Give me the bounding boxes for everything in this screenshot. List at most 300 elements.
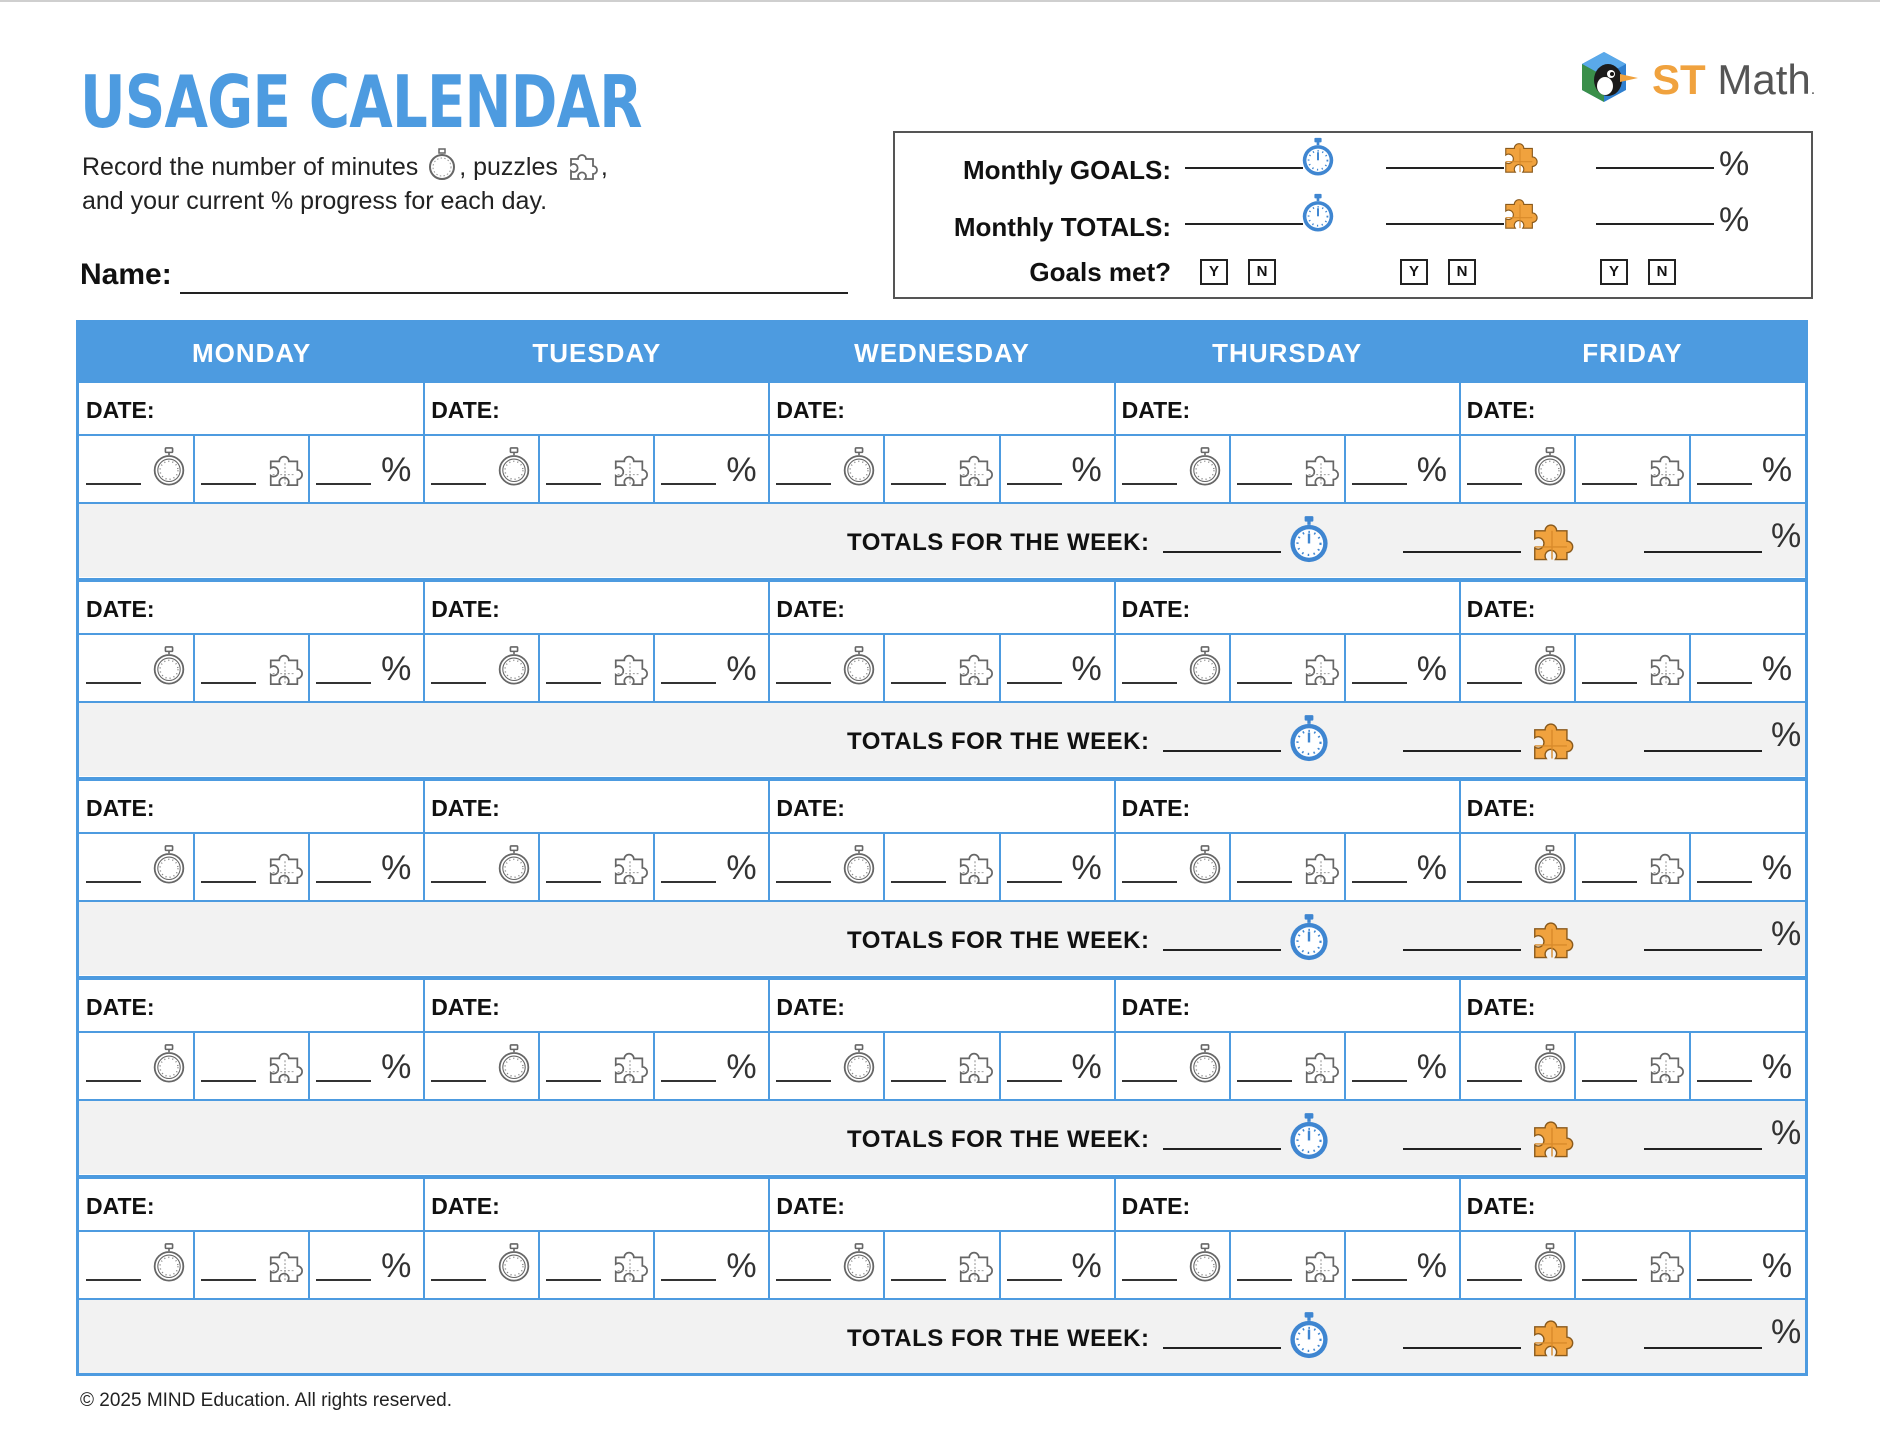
date-label: DATE: [86,994,155,1020]
puzzles-field[interactable] [201,1080,256,1082]
percent-sign: % [726,650,757,688]
percent-field[interactable] [1007,881,1062,883]
monthly-goals-percent-sign: % [1719,145,1750,183]
date-label: DATE: [86,397,155,423]
puzzle-piece-icon [266,848,304,886]
minutes-field[interactable] [776,881,831,883]
week-separator [79,976,1805,980]
sub-cell-divider [653,634,655,702]
week-separator [79,777,1805,781]
weekly-percent-sign: % [1771,1313,1802,1351]
minutes-field[interactable] [86,682,141,684]
date-label: DATE: [1121,994,1191,1020]
stopwatch-icon [496,845,532,885]
date-row-divider [79,633,1805,635]
puzzles-field[interactable] [1237,1279,1292,1281]
sub-cell-divider [1229,1032,1231,1100]
day-column-divider [1114,1179,1116,1299]
copyright: © 2025 MIND Education. All rights reserved. [80,1390,453,1411]
minutes-field[interactable] [1467,1080,1522,1082]
percent-sign: % [1071,1048,1102,1086]
day-column-divider [768,323,770,503]
puzzles-field[interactable] [1582,682,1637,684]
stopwatch-icon [841,845,877,885]
monthly-goals-box [893,131,1813,299]
puzzle-piece-icon [266,1246,304,1284]
week-separator [79,1175,1805,1179]
percent-sign: % [1761,1048,1793,1086]
puzzle-piece-icon [611,848,649,886]
percent-field[interactable] [316,881,371,883]
sub-cell-divider [308,634,310,702]
stopwatch-icon [496,1243,532,1283]
minutes-field[interactable] [1467,1279,1522,1281]
sub-cell-divider [999,1231,1001,1299]
monthly-totals-label: Monthly TOTALS: [953,212,1171,242]
date-label: DATE: [431,994,500,1020]
minutes-field[interactable] [431,682,486,684]
stopwatch-icon [151,1044,187,1084]
weekly-puzzles-field[interactable] [1403,551,1521,553]
sub-cell-divider [193,833,195,901]
sub-cell-divider [308,833,310,901]
goals-met-no-box[interactable]: N [1448,259,1476,285]
weekly-percent-sign: % [1771,517,1802,555]
puzzles-field[interactable] [201,1279,256,1281]
weekly-puzzles-field[interactable] [1403,949,1521,951]
percent-sign: % [1416,1048,1447,1086]
monthly-goals-field[interactable] [1386,167,1504,169]
puzzle-piece-icon [1529,1313,1575,1359]
minutes-field[interactable] [1122,1279,1177,1281]
puzzle-piece-icon [956,848,994,886]
puzzle-piece-icon [1647,450,1685,488]
minutes-field[interactable] [86,881,141,883]
instructions-text-b: , puzzles [459,153,558,181]
percent-field[interactable] [1697,682,1752,684]
weekly-totals-label: TOTALS FOR THE WEEK: [847,1325,1150,1352]
percent-field[interactable] [1697,1279,1752,1281]
stopwatch-icon [1532,646,1568,686]
brand-wordmark [1652,56,1815,104]
page-title: USAGE CALENDAR [80,60,642,144]
weekly-percent-sign: % [1771,716,1802,754]
day-column-divider [768,1179,770,1299]
minutes-field[interactable] [1467,483,1522,485]
day-header-wednesday: WEDNESDAY [769,323,1114,383]
brand-wordmark-dot: . [1810,81,1816,98]
puzzles-field[interactable] [201,682,256,684]
percent-field[interactable] [661,881,716,883]
stopwatch-icon [1287,1112,1331,1161]
puzzles-field[interactable] [891,1279,946,1281]
percent-field[interactable] [316,1080,371,1082]
sub-cell-divider [193,1231,195,1299]
sub-cell-divider [653,833,655,901]
puzzles-field[interactable] [1582,881,1637,883]
name-field[interactable] [180,292,848,294]
weekly-totals-label: TOTALS FOR THE WEEK: [847,927,1150,954]
stopwatch-icon [1287,913,1331,962]
day-column-divider [768,980,770,1100]
sub-cell-divider [538,435,540,503]
minutes-field[interactable] [776,682,831,684]
sub-cell-divider [883,1231,885,1299]
day-column-divider [423,323,425,503]
sub-cell-divider [1229,833,1231,901]
day-column-divider [1114,323,1116,503]
minutes-field[interactable] [431,483,486,485]
stopwatch-icon [1187,646,1223,686]
puzzle-piece-icon [266,450,304,488]
puzzle-piece-icon [1302,848,1340,886]
puzzle-piece-icon [956,1246,994,1284]
weekly-percent-field[interactable] [1644,1148,1762,1150]
percent-field[interactable] [1007,483,1062,485]
percent-sign: % [1416,650,1447,688]
puzzle-piece-icon [956,450,994,488]
percent-field[interactable] [1007,1080,1062,1082]
stopwatch-icon [1287,515,1331,564]
percent-sign: % [1761,451,1793,489]
sub-cell-divider [1689,833,1691,901]
puzzles-field[interactable] [1237,682,1292,684]
sub-cell-divider [538,833,540,901]
puzzles-field[interactable] [546,483,601,485]
percent-sign: % [381,1247,412,1285]
percent-sign: % [1416,1247,1447,1285]
sub-cell-divider [1574,1231,1576,1299]
puzzles-field[interactable] [546,881,601,883]
stopwatch-icon [1532,1044,1568,1084]
percent-field[interactable] [316,1279,371,1281]
date-label: DATE: [431,397,500,423]
puzzles-field[interactable] [1237,881,1292,883]
date-label: DATE: [776,596,845,622]
percent-field[interactable] [1697,1080,1752,1082]
puzzle-piece-icon [1647,1246,1685,1284]
puzzles-field[interactable] [1237,1080,1292,1082]
percent-field[interactable] [1352,682,1407,684]
stopwatch-icon [1300,137,1336,177]
date-label: DATE: [86,795,155,821]
goals-met-no-box[interactable]: N [1248,259,1276,285]
puzzle-piece-icon [611,450,649,488]
goals-met-no-box[interactable]: N [1648,259,1676,285]
percent-field[interactable] [661,1080,716,1082]
minutes-field[interactable] [86,1279,141,1281]
sub-cell-divider [653,435,655,503]
puzzle-piece-icon [567,149,599,181]
stopwatch-icon [1532,845,1568,885]
stopwatch-icon [1187,1044,1223,1084]
stopwatch-icon [1532,447,1568,487]
weekly-minutes-field[interactable] [1163,949,1281,951]
puzzle-piece-icon [1501,193,1539,231]
percent-sign: % [1071,1247,1102,1285]
weekly-totals-label: TOTALS FOR THE WEEK: [847,728,1150,755]
minutes-field[interactable] [1122,1080,1177,1082]
puzzle-piece-icon [1529,1114,1575,1160]
weekly-percent-field[interactable] [1644,750,1762,752]
minutes-field[interactable] [1122,881,1177,883]
puzzle-piece-icon [956,1047,994,1085]
puzzle-piece-icon [1529,517,1575,563]
day-column-divider [1459,980,1461,1100]
sub-cell-divider [883,435,885,503]
puzzle-piece-icon [1302,1047,1340,1085]
percent-sign: % [1761,650,1793,688]
sub-cell-divider [1344,1231,1346,1299]
puzzles-field[interactable] [891,483,946,485]
sub-cell-divider [1344,634,1346,702]
stopwatch-icon [841,1044,877,1084]
puzzle-piece-icon [1302,450,1340,488]
weekly-percent-sign: % [1771,915,1802,953]
weekly-minutes-field[interactable] [1163,1347,1281,1349]
sub-cell-divider [999,634,1001,702]
sub-cell-divider [193,435,195,503]
minutes-field[interactable] [1467,881,1522,883]
puzzles-field[interactable] [201,881,256,883]
stopwatch-icon [841,1243,877,1283]
minutes-field[interactable] [1122,483,1177,485]
weekly-minutes-field[interactable] [1163,551,1281,553]
minutes-field[interactable] [431,881,486,883]
minutes-field[interactable] [1122,682,1177,684]
weekly-puzzles-field[interactable] [1403,750,1521,752]
sub-cell-divider [999,833,1001,901]
day-header-friday: FRIDAY [1460,323,1805,383]
percent-field[interactable] [1007,1279,1062,1281]
day-column-divider [1459,582,1461,702]
percent-sign: % [1761,849,1793,887]
monthly-totals-field[interactable] [1185,223,1303,225]
date-label: DATE: [431,596,500,622]
stopwatch-icon [1300,193,1336,233]
puzzles-field[interactable] [546,1080,601,1082]
weekly-percent-field[interactable] [1644,949,1762,951]
puzzles-field[interactable] [546,1279,601,1281]
weekly-percent-field[interactable] [1644,1347,1762,1349]
goals-met-label: Goals met? [1029,257,1171,287]
date-label: DATE: [1121,596,1191,622]
stopwatch-icon [1532,1243,1568,1283]
puzzle-piece-icon [1647,649,1685,687]
percent-field[interactable] [1352,1279,1407,1281]
percent-sign: % [381,650,412,688]
date-row-divider [79,832,1805,834]
monthly-totals-field[interactable] [1596,223,1714,225]
puzzles-field[interactable] [1582,1279,1637,1281]
minutes-field[interactable] [776,1080,831,1082]
sub-cell-divider [1689,435,1691,503]
penguin-logo-icon [1578,50,1648,114]
sub-cell-divider [308,435,310,503]
percent-field[interactable] [316,682,371,684]
puzzle-piece-icon [1302,649,1340,687]
sub-cell-divider [1574,634,1576,702]
brand-wordmark-math: Math [1717,56,1811,103]
day-column-divider [768,781,770,901]
day-header-thursday: THURSDAY [1115,323,1460,383]
stopwatch-icon [151,845,187,885]
date-label: DATE: [431,795,500,821]
sub-cell-divider [308,1032,310,1100]
minutes-field[interactable] [776,483,831,485]
puzzle-piece-icon [611,1047,649,1085]
sub-cell-divider [308,1231,310,1299]
percent-sign: % [381,451,412,489]
puzzle-piece-icon [1529,915,1575,961]
percent-sign: % [381,849,412,887]
day-column-divider [1114,980,1116,1100]
sub-cell-divider [999,1032,1001,1100]
puzzles-field[interactable] [1582,483,1637,485]
puzzles-field[interactable] [201,483,256,485]
sub-cell-divider [883,1032,885,1100]
brand-wordmark-st: ST [1652,56,1706,103]
day-column-divider [1459,1179,1461,1299]
weekly-minutes-field[interactable] [1163,1148,1281,1150]
puzzles-field[interactable] [1582,1080,1637,1082]
percent-sign: % [1071,451,1102,489]
monthly-totals-field[interactable] [1386,223,1504,225]
puzzles-field[interactable] [546,682,601,684]
stopwatch-icon [1187,447,1223,487]
minutes-field[interactable] [431,1080,486,1082]
puzzle-piece-icon [1647,1047,1685,1085]
percent-field[interactable] [1352,483,1407,485]
sub-cell-divider [1229,1231,1231,1299]
sub-cell-divider [1344,833,1346,901]
sub-cell-divider [1229,634,1231,702]
calendar-table [76,320,1808,1376]
percent-sign: % [381,1048,412,1086]
stopwatch-icon [151,447,187,487]
day-column-divider [1114,781,1116,901]
sub-cell-divider [538,634,540,702]
percent-field[interactable] [1007,682,1062,684]
sub-cell-divider [193,1032,195,1100]
stopwatch-icon [151,646,187,686]
week-separator [79,578,1805,582]
stopwatch-icon [841,447,877,487]
stopwatch-icon [1287,1311,1331,1360]
puzzles-field[interactable] [891,881,946,883]
date-label: DATE: [86,1193,155,1219]
puzzle-piece-icon [1529,716,1575,762]
day-column-divider [1459,323,1461,503]
percent-sign: % [726,849,757,887]
date-label: DATE: [1466,596,1536,622]
minutes-field[interactable] [776,1279,831,1281]
day-column-divider [1459,781,1461,901]
goals-met-yes-box[interactable]: Y [1400,259,1428,285]
goals-met-yes-box[interactable]: Y [1200,259,1228,285]
weekly-percent-sign: % [1771,1114,1802,1152]
sub-cell-divider [1689,634,1691,702]
percent-field[interactable] [1697,881,1752,883]
monthly-totals-percent-sign: % [1719,201,1750,239]
stopwatch-icon [151,1243,187,1283]
minutes-field[interactable] [1467,682,1522,684]
weekly-percent-field[interactable] [1644,551,1762,553]
date-label: DATE: [86,596,155,622]
instructions-text-c: , [600,153,608,181]
day-column-divider [423,582,425,702]
sub-cell-divider [1344,1032,1346,1100]
instructions [82,150,608,218]
percent-field[interactable] [661,1279,716,1281]
stopwatch-icon [1187,845,1223,885]
minutes-field[interactable] [86,483,141,485]
goals-met-yes-box[interactable]: Y [1600,259,1628,285]
day-column-divider [423,1179,425,1299]
puzzle-piece-icon [266,649,304,687]
date-row-divider [79,1031,1805,1033]
date-label: DATE: [776,397,845,423]
date-row-divider [79,1230,1805,1232]
percent-sign: % [726,451,757,489]
percent-sign: % [1416,849,1447,887]
stopwatch-icon [427,148,457,182]
date-label: DATE: [1466,795,1536,821]
percent-sign: % [726,1247,757,1285]
sub-cell-divider [1574,1032,1576,1100]
sub-cell-divider [1574,833,1576,901]
sub-cell-divider [883,634,885,702]
percent-field[interactable] [661,483,716,485]
sub-cell-divider [1229,435,1231,503]
puzzle-piece-icon [1647,848,1685,886]
puzzles-field[interactable] [891,1080,946,1082]
puzzles-field[interactable] [891,682,946,684]
percent-field[interactable] [1352,881,1407,883]
puzzles-field[interactable] [1237,483,1292,485]
day-column-divider [1114,582,1116,702]
date-label: DATE: [1466,994,1536,1020]
sub-cell-divider [653,1231,655,1299]
puzzle-piece-icon [266,1047,304,1085]
weekly-minutes-field[interactable] [1163,750,1281,752]
monthly-goals-field[interactable] [1185,167,1303,169]
date-label: DATE: [1121,795,1191,821]
day-column-divider [423,980,425,1100]
sub-cell-divider [1574,435,1576,503]
minutes-field[interactable] [86,1080,141,1082]
percent-sign: % [1071,849,1102,887]
date-label: DATE: [776,994,845,1020]
top-rule [0,0,1880,2]
monthly-goals-label: Monthly GOALS: [963,155,1171,185]
monthly-goals-field[interactable] [1596,167,1714,169]
percent-sign: % [726,1048,757,1086]
stopwatch-icon [496,447,532,487]
minutes-field[interactable] [431,1279,486,1281]
percent-field[interactable] [661,682,716,684]
weekly-puzzles-field[interactable] [1403,1347,1521,1349]
weekly-puzzles-field[interactable] [1403,1148,1521,1150]
sub-cell-divider [1689,1032,1691,1100]
weekly-totals-label: TOTALS FOR THE WEEK: [847,529,1150,556]
instructions-line2: and your current % progress for each day. [82,187,548,215]
percent-field[interactable] [316,483,371,485]
percent-field[interactable] [1697,483,1752,485]
sub-cell-divider [193,634,195,702]
percent-field[interactable] [1352,1080,1407,1082]
percent-sign: % [1071,650,1102,688]
